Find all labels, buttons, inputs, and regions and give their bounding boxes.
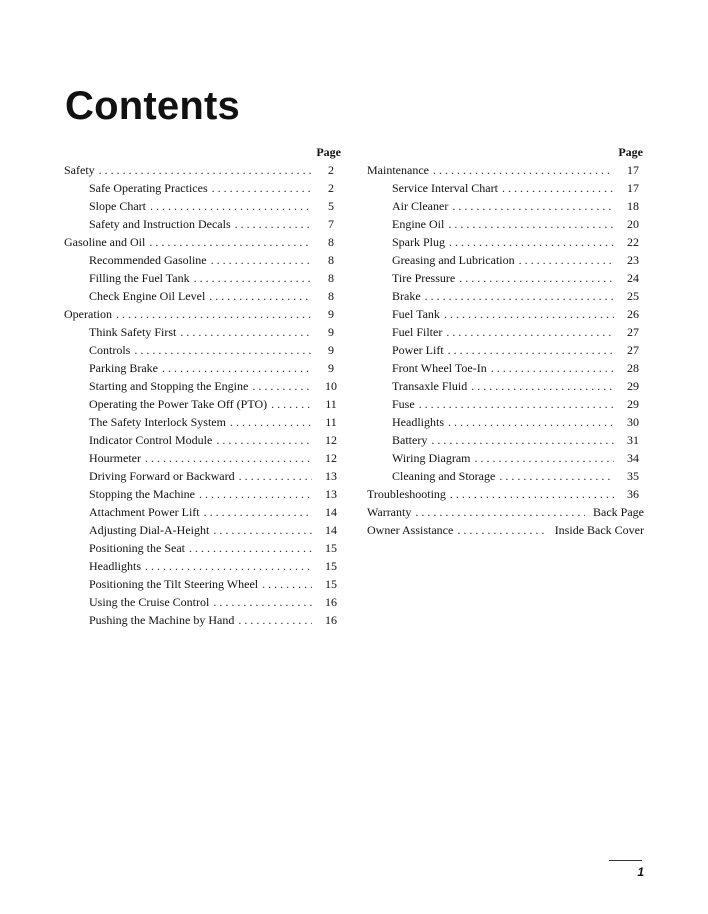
toc-entry-label: Headlights bbox=[89, 559, 141, 573]
page-column-header: Page bbox=[618, 145, 643, 159]
toc-entry-label: Power Lift bbox=[392, 343, 444, 357]
toc-entry-page: 17 bbox=[627, 163, 639, 177]
toc-entry bbox=[367, 485, 644, 503]
dot-leader bbox=[415, 503, 585, 521]
toc-entry-label: Check Engine Oil Level bbox=[89, 289, 206, 303]
footer-rule bbox=[609, 860, 642, 861]
toc-entry-label: Brake bbox=[392, 289, 421, 303]
toc-entry-page: 15 bbox=[325, 577, 337, 591]
toc-entry-page: 15 bbox=[325, 541, 337, 555]
toc-entry-label: The Safety Interlock System bbox=[89, 415, 226, 429]
toc-entry-page: 7 bbox=[328, 217, 334, 231]
page-title: Contents bbox=[65, 84, 240, 128]
toc-entry-label: Fuse bbox=[392, 397, 415, 411]
toc-entry-label: Starting and Stopping the Engine bbox=[89, 379, 249, 393]
toc-subentry bbox=[64, 611, 342, 629]
toc-entry-label: Adjusting Dial-A-Height bbox=[89, 523, 210, 537]
dot-leader bbox=[448, 215, 614, 233]
toc-subentry bbox=[64, 287, 342, 305]
dot-leader bbox=[189, 539, 312, 557]
toc-entry-page: 26 bbox=[627, 307, 639, 321]
toc-entry-label: Tire Pressure bbox=[392, 271, 456, 285]
toc-entry-page: 9 bbox=[328, 343, 334, 357]
toc-subentry bbox=[64, 557, 342, 575]
dot-leader bbox=[431, 431, 614, 449]
toc-subentry bbox=[367, 305, 644, 323]
toc-subentry bbox=[367, 377, 644, 395]
toc-subentry bbox=[367, 269, 644, 287]
dot-leader bbox=[145, 557, 312, 575]
toc-entry-label: Transaxle Fluid bbox=[392, 379, 468, 393]
dot-leader bbox=[475, 449, 615, 467]
toc-entry-page: 30 bbox=[627, 415, 639, 429]
dot-leader bbox=[252, 377, 312, 395]
toc-entry-label: Owner Assistance bbox=[367, 523, 454, 537]
toc-entry-page: 12 bbox=[325, 451, 337, 465]
toc-entry-page: Inside Back Cover bbox=[554, 523, 644, 537]
dot-leader bbox=[448, 413, 614, 431]
dot-leader bbox=[180, 323, 312, 341]
toc-entry-page: 16 bbox=[325, 613, 337, 627]
dot-leader bbox=[213, 521, 312, 539]
toc-entry-label: Pushing the Machine by Hand bbox=[89, 613, 235, 627]
dot-leader bbox=[99, 161, 312, 179]
toc-list bbox=[367, 161, 644, 539]
toc-entry-page: 9 bbox=[328, 307, 334, 321]
toc-entry-page: 27 bbox=[627, 325, 639, 339]
dot-leader bbox=[216, 431, 312, 449]
dot-leader bbox=[238, 611, 312, 629]
toc-entry-page: 9 bbox=[328, 325, 334, 339]
toc-subentry bbox=[64, 251, 342, 269]
toc-list bbox=[64, 161, 342, 629]
toc-entry-page: Back Page bbox=[593, 505, 644, 519]
toc-entry-label: Parking Brake bbox=[89, 361, 158, 375]
page-number: 1 bbox=[637, 865, 644, 879]
toc-entry-page: 9 bbox=[328, 361, 334, 375]
dot-leader bbox=[145, 449, 312, 467]
toc-entry-page: 25 bbox=[627, 289, 639, 303]
dot-leader bbox=[194, 269, 312, 287]
toc-column-right bbox=[367, 143, 644, 539]
toc-subentry bbox=[64, 503, 342, 521]
toc-subentry bbox=[367, 395, 644, 413]
toc-entry-label: Indicator Control Module bbox=[89, 433, 213, 447]
toc-entry-page: 8 bbox=[328, 289, 334, 303]
toc-entry-label: Cleaning and Storage bbox=[392, 469, 496, 483]
toc-subentry bbox=[64, 197, 342, 215]
toc-subentry bbox=[64, 359, 342, 377]
toc-subentry bbox=[64, 521, 342, 539]
toc-entry-page: 2 bbox=[328, 181, 334, 195]
toc-entry bbox=[367, 161, 644, 179]
toc-subentry bbox=[367, 431, 644, 449]
toc-entry-page: 18 bbox=[627, 199, 639, 213]
dot-leader bbox=[471, 377, 614, 395]
toc-subentry bbox=[64, 269, 342, 287]
dot-leader bbox=[116, 305, 312, 323]
dot-leader bbox=[448, 341, 614, 359]
toc-subentry bbox=[64, 413, 342, 431]
toc-entry-label: Safety and Instruction Decals bbox=[89, 217, 231, 231]
toc-entry bbox=[64, 233, 342, 251]
toc-subentry bbox=[367, 467, 644, 485]
dot-leader bbox=[149, 233, 312, 251]
dot-leader bbox=[212, 179, 312, 197]
toc-entry-page: 2 bbox=[328, 163, 334, 177]
toc-entry-label: Gasoline and Oil bbox=[64, 235, 146, 249]
dot-leader bbox=[457, 521, 546, 539]
dot-leader bbox=[199, 485, 312, 503]
toc-entry-label: Engine Oil bbox=[392, 217, 445, 231]
dot-leader bbox=[452, 197, 614, 215]
toc-subentry bbox=[64, 395, 342, 413]
toc-entry-label: Maintenance bbox=[367, 163, 429, 177]
toc-entry-page: 28 bbox=[627, 361, 639, 375]
toc-subentry bbox=[367, 215, 644, 233]
toc-entry-page: 35 bbox=[627, 469, 639, 483]
toc-entry-label: Safe Operating Practices bbox=[89, 181, 208, 195]
toc-entry-page: 29 bbox=[627, 397, 639, 411]
dot-leader bbox=[499, 467, 614, 485]
toc-entry-label: Controls bbox=[89, 343, 131, 357]
toc-entry-page: 13 bbox=[325, 469, 337, 483]
dot-leader bbox=[134, 341, 312, 359]
dot-leader bbox=[204, 503, 312, 521]
toc-entry-label: Driving Forward or Backward bbox=[89, 469, 235, 483]
toc-entry-page: 23 bbox=[627, 253, 639, 267]
toc-entry bbox=[64, 305, 342, 323]
dot-leader bbox=[211, 251, 312, 269]
toc-entry-page: 5 bbox=[328, 199, 334, 213]
toc-entry-label: Operating the Power Take Off (PTO) bbox=[89, 397, 268, 411]
toc-entry-label: Stopping the Machine bbox=[89, 487, 195, 501]
toc-entry-page: 8 bbox=[328, 271, 334, 285]
toc-entry bbox=[367, 503, 644, 521]
toc-entry-label: Front Wheel Toe-In bbox=[392, 361, 487, 375]
toc-entry-page: 11 bbox=[325, 397, 337, 411]
toc-entry-label: Greasing and Lubrication bbox=[392, 253, 515, 267]
toc-subentry bbox=[367, 251, 644, 269]
toc-entry-page: 29 bbox=[627, 379, 639, 393]
toc-entry-page: 16 bbox=[325, 595, 337, 609]
dot-leader bbox=[239, 467, 312, 485]
toc-entry-page: 8 bbox=[328, 235, 334, 249]
toc-subentry bbox=[64, 485, 342, 503]
dot-leader bbox=[213, 593, 312, 611]
toc-entry-label: Spark Plug bbox=[392, 235, 446, 249]
toc-entry-label: Headlights bbox=[392, 415, 444, 429]
toc-entry-page: 22 bbox=[627, 235, 639, 249]
dot-leader bbox=[150, 197, 312, 215]
dot-leader bbox=[271, 395, 312, 413]
toc-subentry bbox=[367, 197, 644, 215]
toc-entry-page: 34 bbox=[627, 451, 639, 465]
toc-entry bbox=[64, 161, 342, 179]
toc-entry-label: Service Interval Chart bbox=[392, 181, 498, 195]
dot-leader bbox=[230, 413, 312, 431]
toc-entry-label: Recommended Gasoline bbox=[89, 253, 207, 267]
toc-entry-page: 20 bbox=[627, 217, 639, 231]
toc-subentry bbox=[64, 341, 342, 359]
page-column-header: Page bbox=[316, 145, 341, 159]
toc-entry-page: 27 bbox=[627, 343, 639, 357]
toc-entry-label: Using the Cruise Control bbox=[89, 595, 210, 609]
toc-entry-page: 11 bbox=[325, 415, 337, 429]
toc-entry bbox=[367, 521, 644, 539]
toc-entry-label: Hourmeter bbox=[89, 451, 141, 465]
dot-leader bbox=[433, 161, 614, 179]
toc-entry-label: Think Safety First bbox=[89, 325, 177, 339]
toc-entry-page: 10 bbox=[325, 379, 337, 393]
toc-subentry bbox=[64, 215, 342, 233]
toc-entry-page: 13 bbox=[325, 487, 337, 501]
toc-subentry bbox=[64, 467, 342, 485]
dot-leader bbox=[425, 287, 614, 305]
toc-entry-label: Positioning the Seat bbox=[89, 541, 185, 555]
toc-entry-page: 8 bbox=[328, 253, 334, 267]
dot-leader bbox=[419, 395, 614, 413]
toc-subentry bbox=[367, 179, 644, 197]
dot-leader bbox=[491, 359, 614, 377]
toc-subentry bbox=[367, 359, 644, 377]
dot-leader bbox=[449, 233, 614, 251]
toc-entry-label: Attachment Power Lift bbox=[89, 505, 200, 519]
toc-subentry bbox=[64, 449, 342, 467]
toc-entry-page: 12 bbox=[325, 433, 337, 447]
toc-subentry bbox=[367, 323, 644, 341]
toc-column-left bbox=[64, 143, 342, 629]
toc-subentry bbox=[64, 593, 342, 611]
toc-entry-page: 24 bbox=[627, 271, 639, 285]
toc-subentry bbox=[367, 233, 644, 251]
dot-leader bbox=[450, 485, 614, 503]
toc-entry-label: Fuel Filter bbox=[392, 325, 443, 339]
toc-subentry bbox=[367, 287, 644, 305]
toc-entry-label: Air Cleaner bbox=[392, 199, 449, 213]
toc-entry-label: Filling the Fuel Tank bbox=[89, 271, 190, 285]
toc-entry-label: Safety bbox=[64, 163, 95, 177]
toc-subentry bbox=[367, 449, 644, 467]
toc-entry-page: 15 bbox=[325, 559, 337, 573]
dot-leader bbox=[235, 215, 312, 233]
toc-subentry bbox=[64, 179, 342, 197]
toc-entry-label: Fuel Tank bbox=[392, 307, 440, 321]
dot-leader bbox=[209, 287, 312, 305]
toc-entry-page: 36 bbox=[627, 487, 639, 501]
toc-entry-label: Warranty bbox=[367, 505, 412, 519]
dot-leader bbox=[162, 359, 312, 377]
toc-entry-label: Battery bbox=[392, 433, 428, 447]
toc-entry-label: Operation bbox=[64, 307, 112, 321]
toc-subentry bbox=[64, 323, 342, 341]
dot-leader bbox=[446, 323, 614, 341]
dot-leader bbox=[502, 179, 614, 197]
toc-entry-page: 14 bbox=[325, 523, 337, 537]
dot-leader bbox=[519, 251, 614, 269]
toc-entry-page: 17 bbox=[627, 181, 639, 195]
toc-entry-page: 31 bbox=[627, 433, 639, 447]
toc-entry-page: 14 bbox=[325, 505, 337, 519]
toc-subentry bbox=[64, 539, 342, 557]
toc-subentry bbox=[367, 413, 644, 431]
toc-entry-label: Troubleshooting bbox=[367, 487, 446, 501]
toc-entry-label: Positioning the Tilt Steering Wheel bbox=[89, 577, 259, 591]
toc-subentry bbox=[367, 341, 644, 359]
dot-leader bbox=[262, 575, 312, 593]
toc-subentry bbox=[64, 575, 342, 593]
toc-subentry bbox=[64, 431, 342, 449]
toc-entry-label: Slope Chart bbox=[89, 199, 146, 213]
dot-leader bbox=[459, 269, 614, 287]
toc-subentry bbox=[64, 377, 342, 395]
dot-leader bbox=[444, 305, 614, 323]
toc-entry-label: Wiring Diagram bbox=[392, 451, 471, 465]
